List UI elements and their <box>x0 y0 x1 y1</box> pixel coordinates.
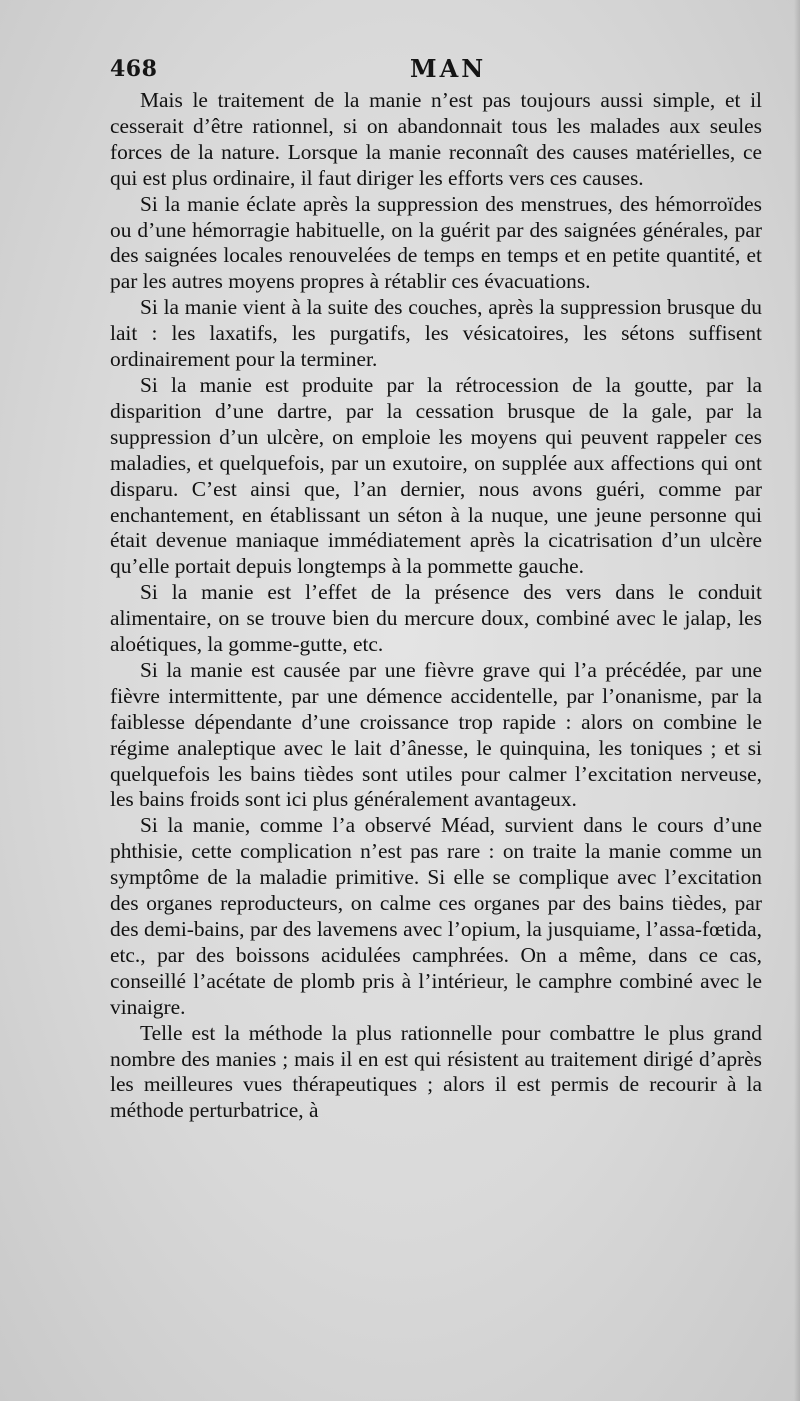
paragraph: Si la manie est l’effet de la présence des vers dans le conduit alimentaire, on se trouve bien du mercure doux, combiné avec le jalap, les aloétiques, la gomme-gutte, etc. <box>110 580 762 657</box>
paragraph: Si la manie éclate après la suppression des menstrues, des hémorroïdes ou d’une hémorragie habituelle, on la guérit par des saignées générales, par des saignées locales renouvelées de temps en temps et en petite quantité, et par les autres moyens propres à rétablir ces évacuations. <box>110 191 762 294</box>
running-head: MAN <box>410 54 487 83</box>
paragraph: Si la manie est causée par une fièvre grave qui l’a précédée, par une fièvre intermittente, par une démence accidentelle, par l’onanisme, par la faiblesse dépendante d’une croissance trop rapide : alors on combine le régime analeptique avec le lait d’ânesse, le quinquina, les toniques ; et si quelquefois les bains tièdes sont utiles pour calmer l’excitation nerveuse, les bains froids sont ici plus généralement avantageux. <box>110 657 762 812</box>
body-text <box>110 88 762 1124</box>
paragraph: Si la manie est produite par la rétrocession de la goutte, par la disparition d’une dartre, par la cessation brusque de la gale, par la suppression d’un ulcère, on emploie les moyens qui peuvent rappeler ces maladies, et quelquefois, par un exutoire, on supplée aux affections qui ont disparu. C’est ainsi que, l’an dernier, nous avons guéri, comme par enchantement, en établissant un séton à la nuque, une jeune personne qui était devenue maniaque immédiatement après la cicatrisation d’un ulcère qu’elle portait depuis longtemps à la pommette gauche. <box>110 372 762 579</box>
paragraph: Mais le traitement de la manie n’est pas toujours aussi simple, et il cesserait d’être rationnel, si on abandonnait tous les malades aux seules forces de la nature. Lorsque la manie reconnaît des causes matérielles, ce qui est plus ordinaire, il faut diriger les efforts vers ces causes. <box>110 88 762 190</box>
paragraph: Telle est la méthode la plus rationnelle pour combattre le plus grand nombre des manies ; mais il en est qui résistent au traitement dirigé d’après les meilleures vues thérapeutiques ; alors il est permis de recourir à la méthode perturbatrice, à <box>110 1020 762 1123</box>
page-header <box>110 52 762 88</box>
paragraph: Si la manie vient à la suite des couches, après la suppression brusque du lait : les laxatifs, les purgatifs, les vésicatoires, les sétons suffisent ordinairement pour la terminer. <box>110 295 762 372</box>
paragraph: Si la manie, comme l’a observé Méad, survient dans le cours d’une phthisie, cette complication n’est pas rare : on traite la manie comme un symptôme de la maladie primitive. Si elle se complique avec l’excitation des organes reproducteurs, on calme ces organes par des bains tièdes, par des demi-bains, par des lavemens avec l’opium, la jusquiame, l’assa-fœtida, etc., par des boissons acidulées camphrées. On a même, dans ce cas, conseillé l’acétate de plomb pris à l’intérieur, le camphre combiné avec le vinaigre. <box>110 813 762 1019</box>
page-edge-shadow <box>794 0 800 1401</box>
page-number: 468 <box>110 56 158 82</box>
